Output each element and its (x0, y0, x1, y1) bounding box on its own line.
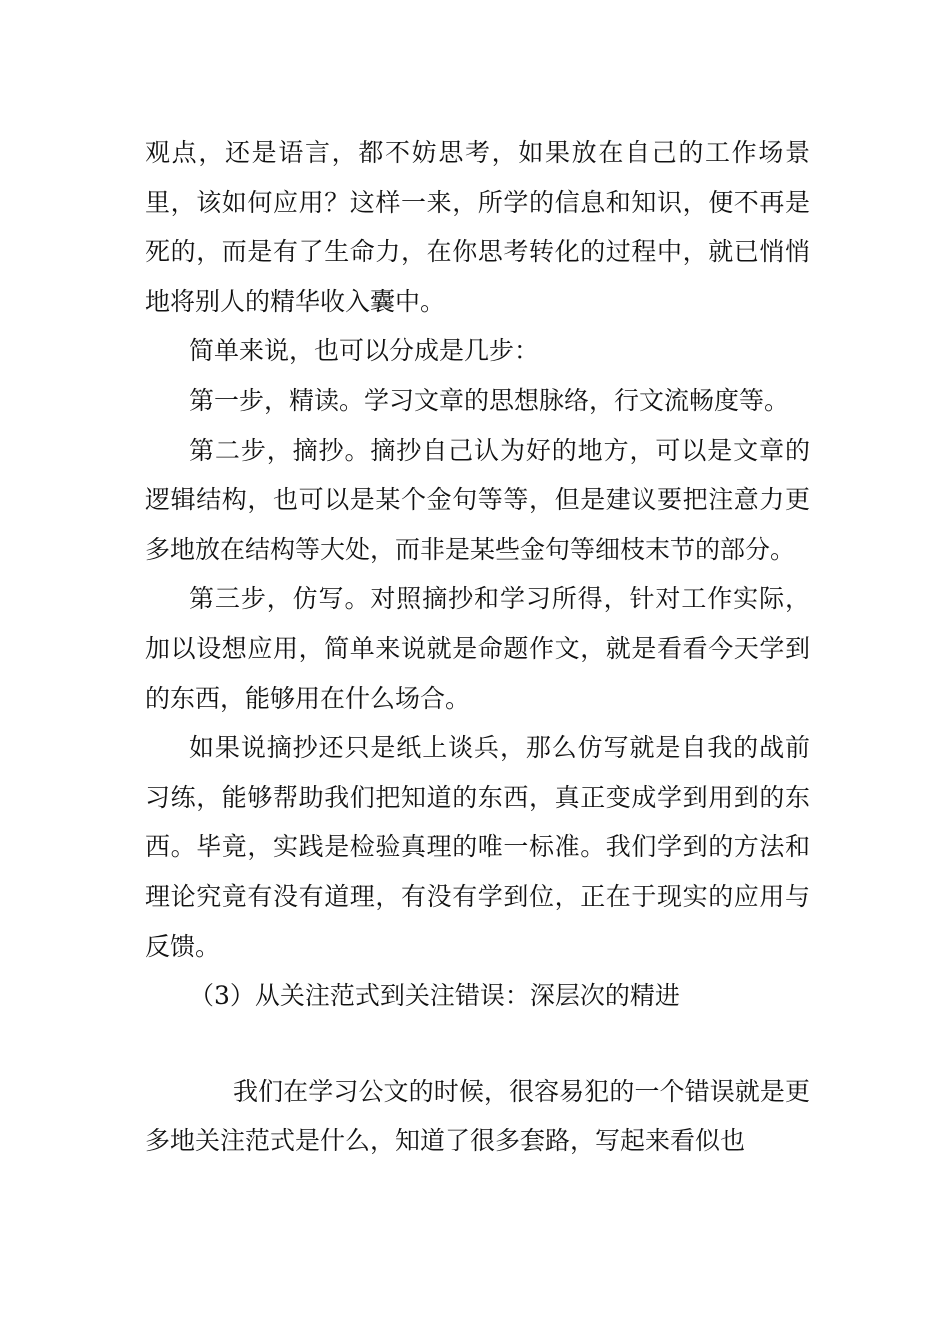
paragraph-step-one: 第一步，精读。学习文章的思想脉络，行文流畅度等。 (189, 385, 790, 415)
paragraph-steps-intro: 简单来说，也可以分成是几步： (189, 336, 540, 366)
paragraph-continuation: 观点，还是语言，都不妨思考，如果放在自己的工作场景里，该如何应用？这样一来，所学的信息和知识，便不再是死的，而是有了生命力，在你思考转化的过程中，就已悄悄地将别人的精华收入囊中。 (145, 138, 810, 316)
blank-line (145, 1021, 810, 1067)
paragraph-step-three: 第三步，仿写。对照摘抄和学习所得，针对工作实际，加以设想应用，简单来说就是命题作文，就是看看今天学到的东西，能够用在什么场合。 (145, 584, 810, 713)
paragraph-closing: 我们在学习公文的时候，很容易犯的一个错误就是更多地关注范式是什么，知道了很多套路，写起来看似也 (145, 1076, 810, 1156)
document-body (145, 128, 810, 1166)
paragraph-step-two: 第二步，摘抄。摘抄自己认为好的地方，可以是文章的逻辑结构，也可以是某个金句等等，但是建议要把注意力更多地放在结构等大处，而非是某些金句等细枝末节的部分。 (145, 435, 810, 564)
paragraph-practice: 如果说摘抄还只是纸上谈兵，那么仿写就是自我的战前习练，能够帮助我们把知道的东西，真正变成学到用到的东西。毕竟，实践是检验真理的唯一标准。我们学到的方法和理论究竟有没有道理，有没有学到位，正在于现实的应用与反馈。 (145, 733, 810, 961)
section-heading: （3）从关注范式到关注错误：深层次的精进 (189, 981, 680, 1011)
